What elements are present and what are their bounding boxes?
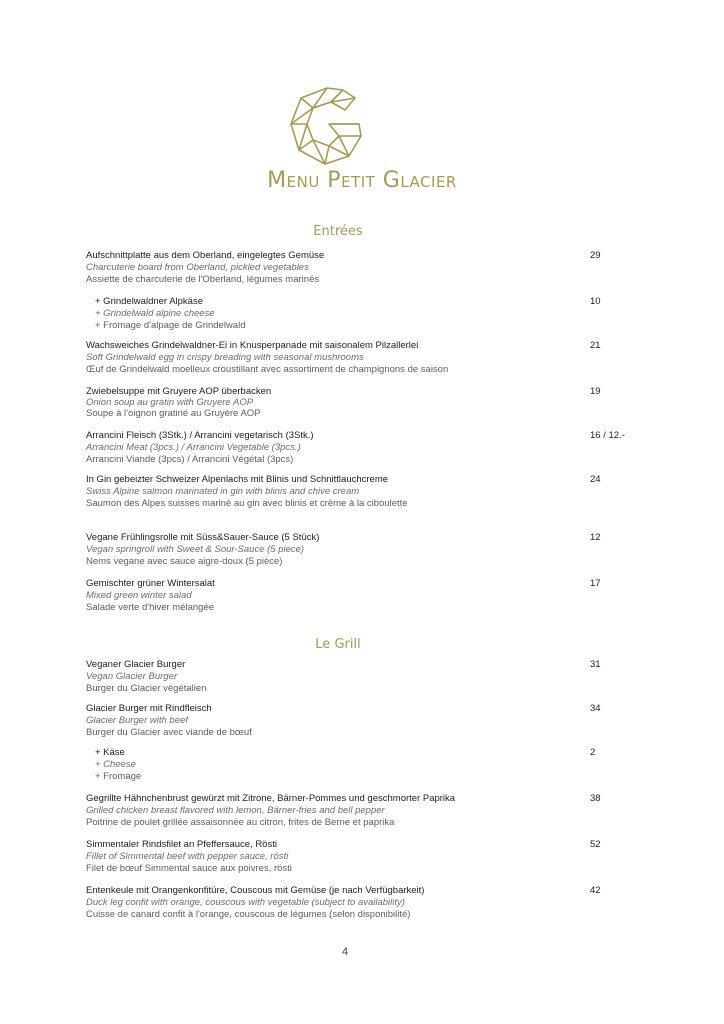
item-name-en: + Cheese bbox=[95, 759, 136, 770]
item-name-fr: Burger du Glacier avec viande de bœuf bbox=[86, 727, 252, 738]
item-name-fr: Salade verte d'hiver mélangée bbox=[86, 602, 215, 613]
item-name-en: Soft Grindelwald egg in crispy breading with seasonal mushrooms bbox=[86, 352, 364, 363]
item-name-de: Arrancini Fleisch (3Stk.) / Arrancini vegetarisch (3Stk.) bbox=[86, 430, 314, 441]
menu-item bbox=[86, 839, 646, 875]
item-price: 42 bbox=[590, 885, 601, 896]
menu-title: Menu Petit Glacier bbox=[267, 168, 457, 193]
item-name-fr: Assiette de charcuterie de l'Oberland, légumes marinés bbox=[86, 274, 320, 285]
item-name-de: Veganer Glacier Burger bbox=[86, 659, 186, 670]
item-name-de: Zwiebelsuppe mit Gruyere AOP überbacken bbox=[86, 386, 272, 397]
item-name-fr: Burger du Glacier végétalien bbox=[86, 683, 207, 694]
item-name-de: Entenkeule mit Orangenkonfitüre, Couscous mit Gemüse (je nach Verfügbarkeit) bbox=[86, 885, 425, 896]
item-price: 2 bbox=[590, 747, 596, 758]
item-name-en: Glacier Burger with beef bbox=[86, 715, 188, 726]
glacier-g-logo-icon bbox=[285, 84, 369, 168]
menu-item bbox=[86, 386, 646, 419]
item-price: 38 bbox=[590, 793, 601, 804]
item-price: 24 bbox=[590, 474, 601, 485]
item-name-en: Vegan Glacier Burger bbox=[86, 671, 178, 682]
item-name-de: Aufschnittplatte aus dem Oberland, eingelegtes Gemüse bbox=[86, 250, 325, 261]
section-title-grill: Le Grill bbox=[315, 637, 361, 652]
menu-item-addon bbox=[95, 747, 655, 783]
item-name-fr: Soupe à l'oignon gratiné au Gruyère AOP bbox=[86, 408, 261, 419]
item-name-fr: Saumon des Alpes suisses mariné au gin avec blinis et crème à la ciboulette bbox=[86, 498, 408, 509]
item-name-en: Mixed green winter salad bbox=[86, 590, 192, 601]
item-price: 34 bbox=[590, 703, 601, 714]
item-name-en: Grilled chicken breast flavored with lemon, Bärner-fries and bell pepper bbox=[86, 805, 385, 816]
item-name-en: Vegan springroll with Sweet & Sour-Sauce (5 piece) bbox=[86, 544, 305, 555]
item-name-de: Gemischter grüner Wintersalat bbox=[86, 578, 215, 589]
section-title-entrees: Entrées bbox=[313, 224, 363, 239]
menu-item bbox=[86, 793, 646, 829]
menu-item bbox=[86, 250, 646, 286]
menu-item bbox=[86, 703, 646, 739]
item-name-fr: Nems vegane avec sauce aigre-doux (5 pièce) bbox=[86, 556, 283, 567]
item-price: 19 bbox=[590, 386, 601, 397]
menu-item bbox=[86, 885, 646, 921]
item-name-en: Onion soup au gratin with Gruyere AOP bbox=[86, 397, 254, 408]
item-price: 31 bbox=[590, 659, 601, 670]
item-name-fr: Filet de bœuf Simmental sauce aux poivres, rösti bbox=[86, 863, 292, 874]
item-name-en: Swiss Alpine salmon marinated in gin with blinis and chive cream bbox=[86, 486, 360, 497]
item-name-de: + Käse bbox=[95, 747, 125, 758]
item-name-de: Gegrillte Hähnchenbrust gewürzt mit Zitrone, Bärner-Pommes und geschmorter Paprika bbox=[86, 793, 456, 804]
item-name-de: In Gin gebeizter Schweizer Alpenlachs mit Blinis und Schnittlauchcreme bbox=[86, 474, 389, 485]
item-name-en: Charcuterie board from Oberland, pickled vegetables bbox=[86, 262, 309, 273]
item-name-fr: Arrancini Viande (3pcs) / Arrancini Végétal (3pcs) bbox=[86, 454, 294, 465]
menu-item bbox=[86, 578, 646, 614]
item-price: 17 bbox=[590, 578, 601, 589]
page-number: 4 bbox=[341, 946, 349, 958]
item-name-fr: + Fromage d'alpage de Grindelwald bbox=[95, 320, 246, 331]
item-name-fr: Œuf de Grindelwald moelleux croustillant avec assortiment de champignons de saison bbox=[86, 364, 449, 375]
menu-item bbox=[86, 430, 646, 466]
item-price: 10 bbox=[590, 296, 601, 307]
item-price: 16 / 12.- bbox=[590, 430, 625, 441]
item-price: 29 bbox=[590, 250, 601, 261]
item-name-de: Vegane Frühlingsrolle mit Süss&Sauer-Sauce (5 Stück) bbox=[86, 532, 320, 543]
item-price: 12 bbox=[590, 532, 601, 543]
menu-item bbox=[86, 474, 646, 510]
item-name-de: Glacier Burger mit Rindfleisch bbox=[86, 703, 212, 714]
item-price: 52 bbox=[590, 839, 601, 850]
item-name-en: Duck leg confit with orange, couscous with vegetable (subject to availability) bbox=[86, 897, 405, 908]
item-name-en: + Grindelwald alpine cheese bbox=[95, 308, 215, 319]
item-name-fr: + Fromage bbox=[95, 771, 142, 782]
menu-item-addon bbox=[95, 296, 655, 332]
menu-item bbox=[86, 659, 646, 695]
item-name-fr: Poitrine de poulet grillée assaisonnée au citron, frites de Berne et paprika bbox=[86, 817, 395, 828]
item-name-de: + Grindelwaldner Alpkäse bbox=[95, 296, 203, 307]
menu-item bbox=[86, 532, 646, 568]
menu-item bbox=[86, 340, 646, 376]
item-name-de: Simmentaler Rindsfilet an Pfeffersauce, Rösti bbox=[86, 839, 277, 850]
item-name-en: Fillet of Simmental beef with pepper sauce, rösti bbox=[86, 851, 289, 862]
item-name-fr: Cuisse de canard confit à l'orange, couscous de légumes (selon disponibilité) bbox=[86, 909, 411, 920]
item-price: 21 bbox=[590, 340, 601, 351]
item-name-en: Arrancini Meat (3pcs.) / Arrancini Vegetable (3pcs.) bbox=[86, 442, 301, 453]
item-name-de: Wachsweiches Grindelwaldner-Ei in Knusperpanade mit saisonalem Pilzallerlei bbox=[86, 340, 419, 351]
